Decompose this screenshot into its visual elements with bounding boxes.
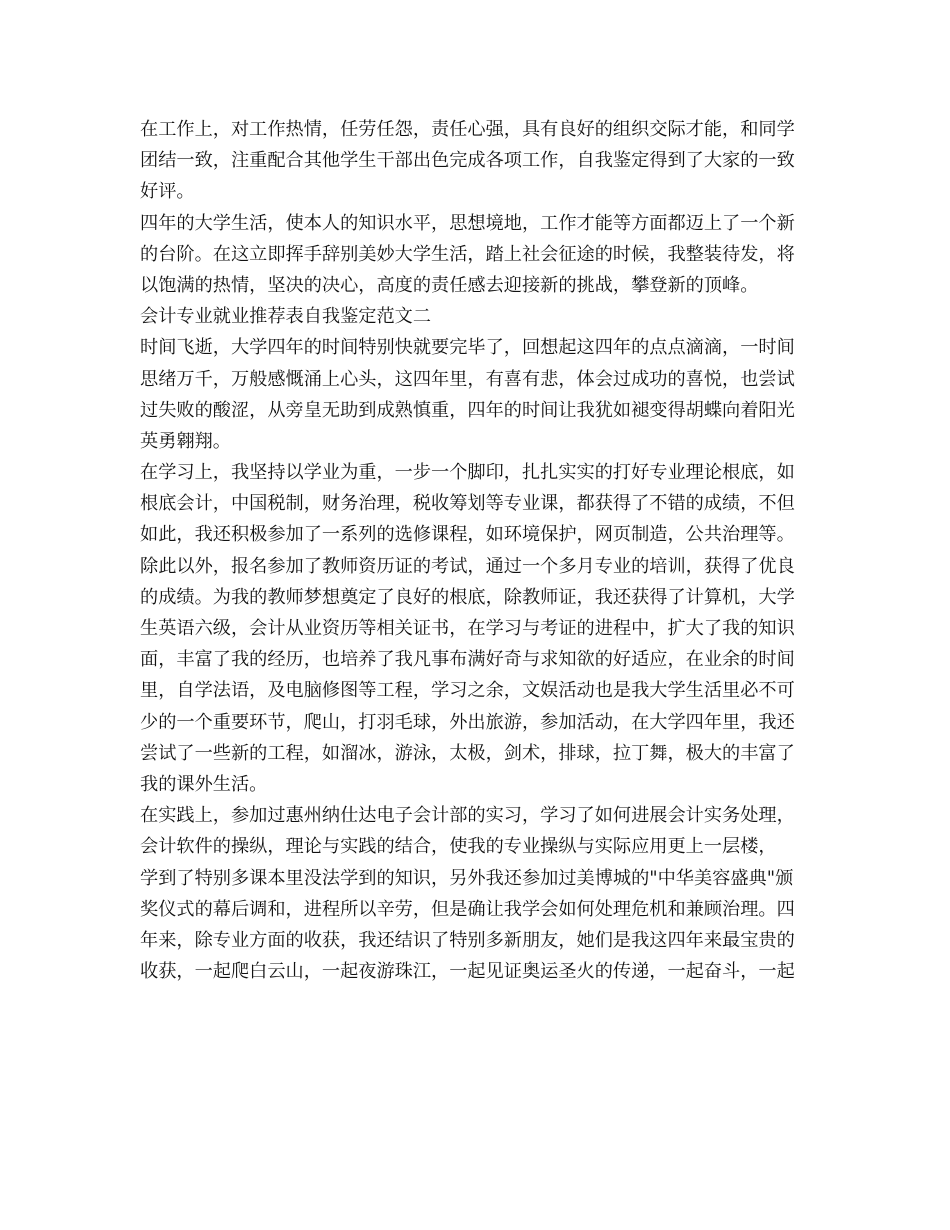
text-line: 的台阶。在这立即挥手辞别美妙大学生活，踏上社会征途的时候，我整装待发，将 xyxy=(140,243,795,265)
text-line: 四年的大学生活，使本人的知识水平，思想境地，工作才能等方面都迈上了一个新 xyxy=(140,212,795,234)
text-line: 根底会计，中国税制，财务治理，税收筹划等专业课，都获得了不错的成绩，不但 xyxy=(140,493,795,515)
text-line: 少的一个重要环节，爬山，打羽毛球，外出旅游，参加活动，在大学四年里，我还 xyxy=(140,711,795,733)
text-line: 好评。 xyxy=(140,181,195,203)
text-line: 奖仪式的幕后调和，进程所以辛劳，但是确让我学会如何处理危机和兼顾治理。四 xyxy=(140,898,795,920)
text-line: 尝试了一些新的工程，如溜冰，游泳，太极，剑术，排球，拉丁舞，极大的丰富了 xyxy=(140,742,795,764)
text-line: 年来，除专业方面的收获，我还结识了特别多新朋友，她们是我这四年来最宝贵的 xyxy=(140,929,795,951)
text-line: 我的课外生活。 xyxy=(140,773,268,795)
text-line: 学到了特别多课本里没法学到的知识，另外我还参加过美博城的"中华美容盛典"颁 xyxy=(140,867,794,889)
section-heading: 会计专业就业推荐表自我鉴定范文二 xyxy=(140,306,432,328)
text-line: 会计软件的操纵，理论与实践的结合，使我的专业操纵与实际应用更上一层楼， xyxy=(140,836,777,858)
text-line: 在工作上，对工作热情，任劳任怨，责任心强，具有良好的组织交际才能，和同学 xyxy=(140,119,795,140)
text-line: 过失败的酸涩，从旁皇无助到成熟慎重，四年的时间让我犹如褪变得胡蝶向着阳光 xyxy=(140,399,795,421)
text-line: 生英语六级，会计从业资历等相关证书，在学习与考证的进程中，扩大了我的知识 xyxy=(140,618,795,639)
text-line: 团结一致，注重配合其他学生干部出色完成各项工作，自我鉴定得到了大家的一致 xyxy=(140,150,795,172)
text-line: 在学习上，我坚持以学业为重，一步一个脚印，扎扎实实的打好专业理论根底，如 xyxy=(140,462,795,484)
text-line: 里，自学法语，及电脑修图等工程，学习之余，文娱活动也是我大学生活里必不可 xyxy=(140,680,795,702)
document-body xyxy=(140,114,820,987)
text-line: 英勇翱翔。 xyxy=(140,430,231,452)
text-line: 思绪万千，万般感慨涌上心头，这四年里，有喜有悲，体会过成功的喜悦，也尝试 xyxy=(140,368,795,390)
text-line: 时间飞逝，大学四年的时间特别快就要完毕了，回想起这四年的点点滴滴，一时间 xyxy=(140,337,795,359)
text-line: 收获，一起爬白云山，一起夜游珠江，一起见证奥运圣火的传递，一起奋斗，一起 xyxy=(140,961,795,983)
text-line: 如此，我还积极参加了一系列的选修课程，如环境保护，网页制造，公共治理等。 xyxy=(140,524,795,546)
text-line: 除此以外，报名参加了教师资历证的考试，通过一个多月专业的培训，获得了优良 xyxy=(140,555,795,577)
text-line: 以饱满的热情，坚决的决心，高度的责任感去迎接新的挑战，攀登新的顶峰。 xyxy=(140,274,759,296)
text-line: 在实践上，参加过惠州纳仕达电子会计部的实习，学习了如何进展会计实务处理， xyxy=(140,805,795,827)
text-line: 的成绩。为我的教师梦想奠定了良好的根底，除教师证，我还获得了计算机，大学 xyxy=(140,586,795,608)
text-line: 面，丰富了我的经历，也培养了我凡事布满好奇与求知欲的好适应，在业余的时间 xyxy=(140,649,795,671)
